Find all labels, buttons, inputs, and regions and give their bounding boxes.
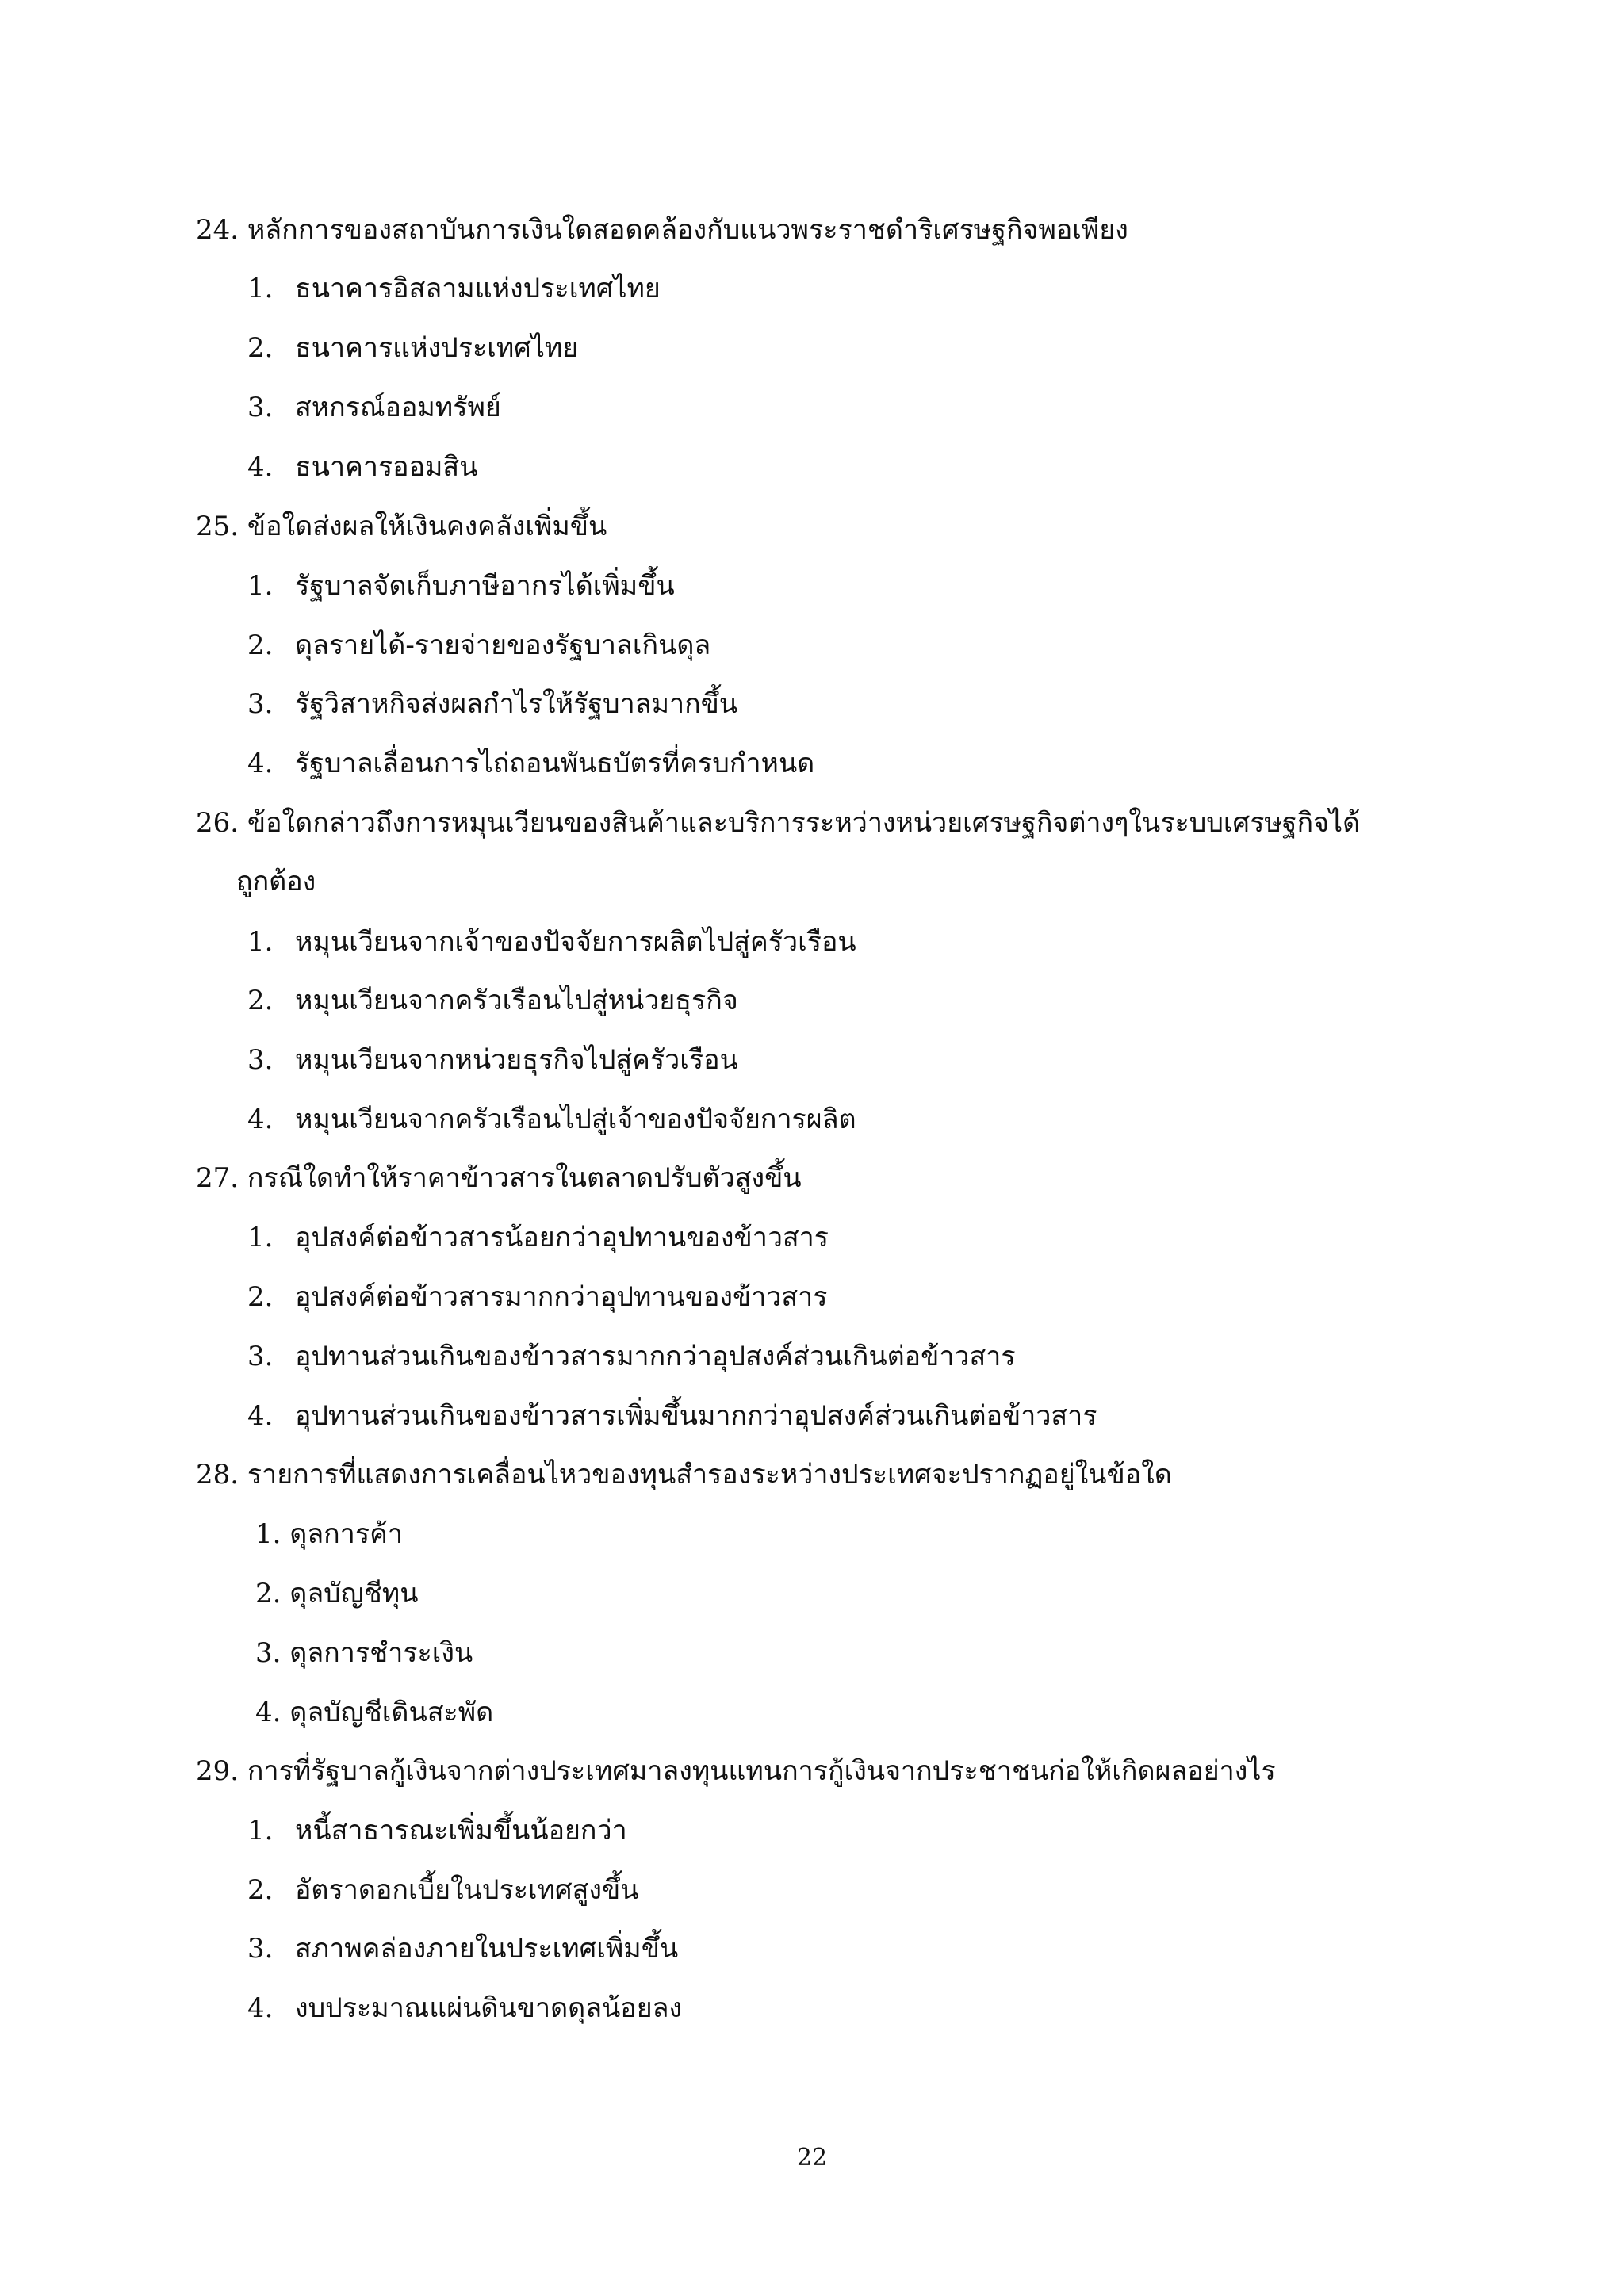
option-text: รัฐบาลเลื่อนการไถ่ถอนพันธบัตรที่ครบกำหนด [295,748,815,779]
question-26 [196,806,1360,840]
option-text: หนี้สาธารณะเพิ่มขึ้นน้อยกว่า [295,1815,627,1846]
option-number: 3. [247,392,274,423]
option-number: 2. [247,985,274,1016]
option-text: ธนาคารแห่งประเทศไทย [295,332,579,364]
question-number: 26. [196,807,239,839]
option-text: สภาพคล่องภายในประเทศเพิ่มขึ้น [295,1933,679,1965]
option-text: ดุลการชำระเงิน [289,1637,473,1669]
question-text: หลักการของสถาบันการเงินใดสอดคล้องกับแนวพระราชดำริเศรษฐกิจพอเพียง [247,214,1128,246]
option-number: 4. [247,1992,274,2024]
page-number: 22 [796,2144,828,2172]
option-number: 1. [247,273,274,304]
option-number: 4. [247,748,274,779]
option-text: ธนาคารอิสลามแห่งประเทศไทย [295,273,661,304]
option-text: ธนาคารออมสิน [295,451,478,483]
option-number: 3. [247,688,274,720]
option-number: 3. [247,1044,274,1076]
question-24 [196,212,1128,247]
question-text: รายการที่แสดงการเคลื่อนไหวของทุนสำรองระหว่างประเทศจะปรากฏอยู่ในข้อใด [247,1459,1172,1490]
option-text: ดุลรายได้-รายจ่ายของรัฐบาลเกินดุล [295,629,711,661]
option-text: หมุนเวียนจากครัวเรือนไปสู่เจ้าของปัจจัยการผลิต [295,1104,856,1135]
option [255,1695,493,1730]
option-text: รัฐวิสาหกิจส่งผลกำไรให้รัฐบาลมากขึ้น [295,688,738,720]
option-text: อัตราดอกเบี้ยในประเทศสูงขึ้น [295,1874,639,1906]
option-number: 2. [247,332,274,364]
question-27 [196,1161,802,1196]
option-text: อุปสงค์ต่อข้าวสารน้อยกว่าอุปทานของข้าวสาร [295,1222,829,1253]
option-number: 1. [255,1518,282,1550]
question-number: 24. [196,214,239,246]
option-text: รัฐบาลจัดเก็บภาษีอากรได้เพิ่มขึ้น [295,570,675,602]
question-number: 29. [196,1755,239,1787]
option-number: 4. [247,1400,274,1432]
question-number: 25. [196,511,239,542]
option-number: 1. [247,926,274,958]
option-text: งบประมาณแผ่นดินขาดดุลน้อยลง [295,1992,683,2024]
question-25 [196,509,607,544]
question-continuation: ถูกต้อง [236,866,316,897]
option-number: 2. [247,1874,274,1906]
option-text: อุปสงค์ต่อข้าวสารมากกว่าอุปทานของข้าวสาร [295,1281,828,1313]
option-text: ดุลบัญชีทุน [289,1578,419,1609]
question-text: ข้อใดส่งผลให้เงินคงคลังเพิ่มขึ้น [247,511,607,542]
option-number: 3. [247,1933,274,1965]
option-number: 2. [255,1578,282,1609]
option-number: 4. [247,1104,274,1135]
question-text: การที่รัฐบาลกู้เงินจากต่างประเทศมาลงทุนแทนการกู้เงินจากประชาชนก่อให้เกิดผลอย่างไร [247,1755,1276,1787]
question-28 [196,1457,1172,1492]
option-text: ดุลบัญชีเดินสะพัด [289,1697,494,1728]
option-number: 1. [247,1222,274,1253]
option-text: อุปทานส่วนเกินของข้าวสารมากกว่าอุปสงค์ส่วนเกินต่อข้าวสาร [295,1341,1016,1372]
option-number: 2. [247,629,274,661]
option-number: 1. [247,570,274,602]
question-number: 27. [196,1162,239,1194]
option-number: 3. [255,1637,282,1669]
option-text: หมุนเวียนจากครัวเรือนไปสู่หน่วยธุรกิจ [295,985,738,1016]
option-text: หมุนเวียนจากเจ้าของปัจจัยการผลิตไปสู่ครัวเรือน [295,926,856,958]
option-text: หมุนเวียนจากหน่วยธุรกิจไปสู่ครัวเรือน [295,1044,738,1076]
option-text: ดุลการค้า [289,1518,403,1550]
question-text: ข้อใดกล่าวถึงการหมุนเวียนของสินค้าและบริการระหว่างหน่วยเศรษฐกิจต่างๆในระบบเศรษฐกิจได้ [247,807,1361,839]
option-number: 4. [255,1697,282,1728]
option-number: 2. [247,1281,274,1313]
option-text: สหกรณ์ออมทรัพย์ [295,392,501,423]
option-number: 1. [247,1815,274,1846]
question-text: กรณีใดทำให้ราคาข้าวสารในตลาดปรับตัวสูงขึ้น [247,1162,802,1194]
option [255,1517,403,1552]
option [255,1576,418,1611]
question-29 [196,1754,1276,1789]
option-number: 3. [247,1341,274,1372]
option [255,1636,473,1670]
question-number: 28. [196,1459,239,1490]
option-text: อุปทานส่วนเกินของข้าวสารเพิ่มขึ้นมากกว่าอุปสงค์ส่วนเกินต่อข้าวสาร [295,1400,1097,1432]
option-number: 4. [247,451,274,483]
